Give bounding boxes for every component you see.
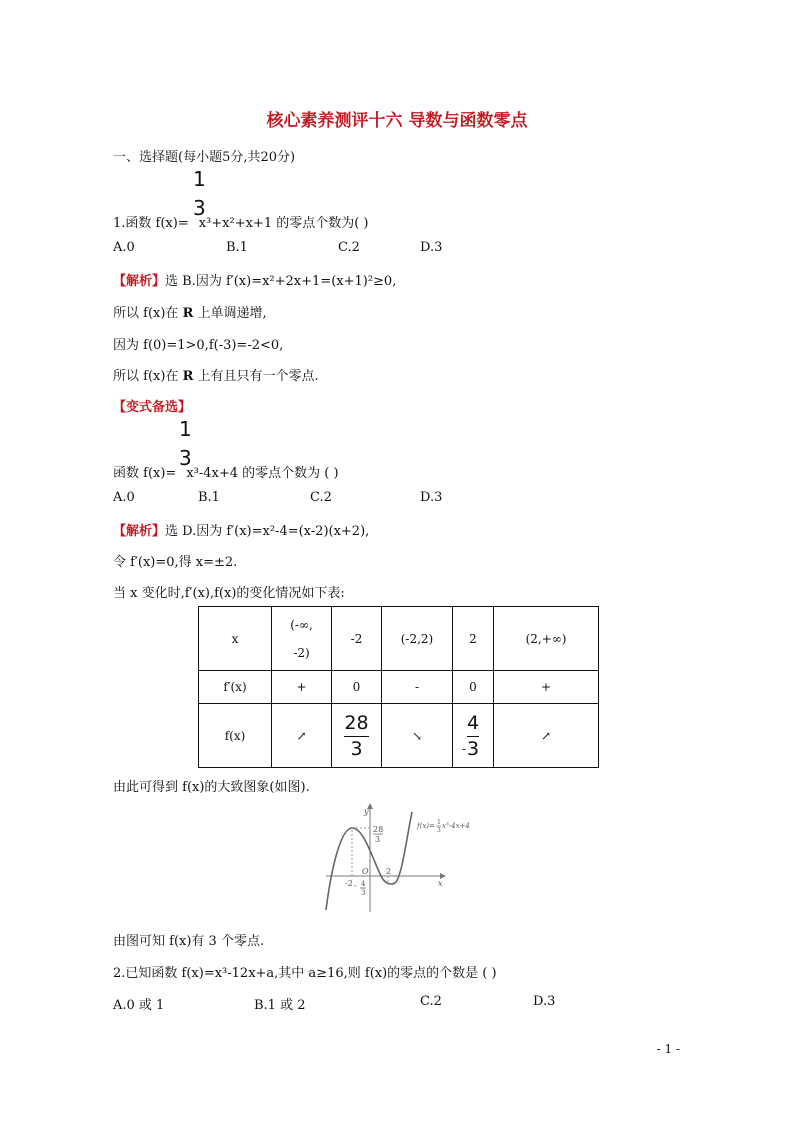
variant-stem: [113, 462, 339, 481]
q1-fraction-denominator: 3: [193, 196, 206, 220]
table-cell: +: [494, 671, 599, 704]
y-axis-label: y: [364, 807, 369, 816]
local-min-value: [467, 713, 479, 759]
table-cell: (-2,2): [382, 607, 453, 671]
solution1-line4: [113, 365, 319, 384]
solution1-line4-b: 上有且只有一个零点.: [193, 369, 319, 384]
table-cell: 0: [332, 671, 382, 704]
table-cell: 2: [453, 607, 494, 671]
conclusion: 由图可知 f(x)有 3 个零点.: [113, 934, 265, 949]
q1-option-d: D.3: [420, 240, 443, 255]
q1-prefix: 1.函数 f(x)=: [113, 216, 189, 231]
table-cell: x: [199, 607, 272, 671]
function-label-numerator: 1: [437, 819, 441, 826]
variant-tag: 【变式备选】: [113, 400, 192, 415]
local-min-denominator: 3: [466, 737, 480, 760]
q1-suffix: x³+x²+x+1 的零点个数为( ): [198, 216, 369, 231]
origin-label: O: [362, 867, 369, 876]
local-max-value: [344, 713, 368, 759]
neg-two-label: -2: [345, 879, 353, 888]
variant-option-b: B.1: [198, 490, 220, 505]
solution1-line2-r: R: [182, 306, 194, 321]
interval-left-top: (-∞,: [290, 617, 313, 632]
function-label-rest: x³-4x+4: [442, 822, 470, 830]
local-max-numerator: 28: [344, 711, 369, 734]
solution2-line1: [113, 520, 369, 539]
table-cell: -: [382, 671, 453, 704]
min-sign-label: -: [354, 881, 357, 890]
table-cell: [453, 704, 494, 768]
table-cell: 0: [453, 671, 494, 704]
q2-option-b: B.1 或 2: [254, 998, 306, 1013]
local-min-numerator: 4: [466, 711, 480, 734]
local-min-sign: -: [462, 742, 467, 756]
table-cell: f(x): [199, 704, 272, 768]
q1-fraction-numerator: 1: [193, 167, 206, 191]
table-cell: -2: [332, 607, 382, 671]
solution2-line3: 当 x 变化时,f′(x),f(x)的变化情况如下表:: [113, 586, 345, 601]
table-row: [199, 607, 599, 671]
variant-option-d: D.3: [420, 490, 443, 505]
x-axis-label: x: [438, 879, 443, 888]
variant-suffix: x³-4x+4 的零点个数为 ( ): [186, 466, 339, 481]
variation-table: [198, 606, 599, 768]
increasing-arrow-icon: ↗: [272, 704, 332, 768]
table-cell: (2,+∞): [494, 607, 599, 671]
variant-option-a: A.0: [113, 490, 135, 505]
solution2-line2: 令 f′(x)=0,得 x=±2.: [113, 555, 238, 570]
solution1-line4-a: 所以 f(x)在: [113, 369, 183, 384]
function-graph: [320, 802, 480, 914]
q1-option-a: A.0: [113, 240, 135, 255]
interval-left-bottom: -2): [293, 645, 310, 660]
table-row: [199, 671, 599, 704]
q1-option-b: B.1: [226, 240, 248, 255]
solution2-text: 选 D.因为 f′(x)=x²-4=(x-2)(x+2),: [165, 524, 370, 539]
function-label-denominator: 3: [437, 827, 441, 834]
solution1-line3: 因为 f(0)=1>0,f(-3)=-2<0,: [113, 338, 284, 353]
q2-option-c: C.2: [420, 994, 442, 1009]
increasing-arrow-icon: ↗: [494, 704, 599, 768]
solution1-line2-a: 所以 f(x)在: [113, 306, 183, 321]
variant-option-c: C.2: [310, 490, 332, 505]
q2-stem: 2.已知函数 f(x)=x³-12x+a,其中 a≥16,则 f(x)的零点的个数是 ( ): [113, 966, 497, 981]
table-row: [199, 704, 599, 768]
solution1-line2: [113, 302, 267, 321]
q1-stem: [113, 212, 369, 231]
table-cell: [332, 704, 382, 768]
table-cell: +: [272, 671, 332, 704]
q2-option-d: D.3: [533, 994, 556, 1009]
graph-caption: 由此可得到 f(x)的大致图象(如图).: [113, 780, 310, 795]
min-denominator-label: 3: [361, 889, 366, 897]
solution1-tag: 【解析】: [113, 274, 166, 289]
max-numerator-label: 28: [373, 825, 384, 834]
q2-option-a: A.0 或 1: [113, 998, 165, 1013]
variant-prefix: 函数 f(x)=: [113, 466, 177, 481]
solution2-tag: 【解析】: [113, 524, 166, 539]
q1-option-c: C.2: [338, 240, 360, 255]
max-denominator-label: 3: [375, 835, 381, 844]
decreasing-arrow-icon: ↘: [382, 704, 453, 768]
table-cell: f′(x): [199, 671, 272, 704]
cubic-curve: [326, 812, 412, 910]
min-numerator-label: 4: [361, 880, 366, 888]
pos-two-label: 2: [386, 867, 392, 876]
solution1-line1: [113, 270, 396, 289]
variant-fraction-numerator: 1: [179, 417, 192, 441]
page-title: 核心素养测评十六 导数与函数零点: [266, 111, 528, 131]
solution1-line4-r: R: [182, 369, 194, 384]
function-label-prefix: f(x)=: [417, 822, 435, 830]
table-cell: [272, 607, 332, 671]
solution1-line2-b: 上单调递增,: [193, 306, 267, 321]
variant-fraction-denominator: 3: [179, 446, 192, 470]
page-number: - 1 -: [656, 1042, 680, 1056]
solution1-text: 选 B.因为 f′(x)=x²+2x+1=(x+1)²≥0,: [165, 274, 397, 289]
section-heading: 一、选择题(每小题5分,共20分): [113, 150, 296, 165]
local-max-denominator: 3: [350, 737, 363, 760]
